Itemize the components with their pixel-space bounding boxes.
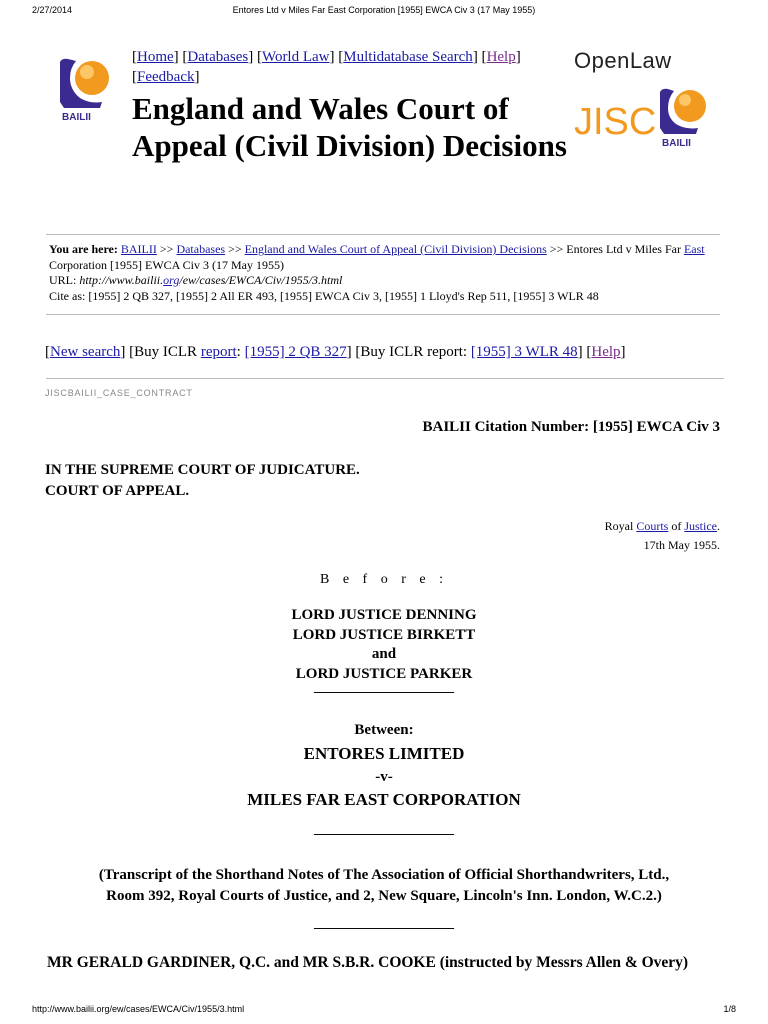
page-number: 1/8	[723, 1004, 736, 1014]
versus-label: -v-	[375, 769, 393, 785]
buy-iclr-label: Buy ICLR	[134, 344, 198, 360]
nav-help-link[interactable]: Help	[486, 49, 516, 65]
buy-iclr-report-label: Buy ICLR report:	[360, 344, 468, 360]
transcript-line: (Transcript of the Shorthand Notes of The Association of Official Shorthandwriters, Ltd.,	[98, 867, 670, 883]
breadcrumb-case-text-2: Corporation [1955] EWCA Civ 3 (17 May 1955)	[49, 257, 284, 272]
breadcrumb	[49, 242, 721, 304]
wlr-report-link[interactable]: [1955] 3 WLR 48	[470, 344, 578, 360]
before-heading: B e f o r e :	[320, 572, 448, 587]
nav-databases-link[interactable]: Databases	[187, 49, 249, 65]
you-are-here-label: You are here:	[49, 242, 118, 256]
print-date: 2/27/2014	[32, 5, 73, 15]
print-header	[0, 5, 768, 19]
print-title: Entores Ltd v Miles Far East Corporation [1955] EWCA Civ 3 (17 May 1955)	[232, 5, 536, 15]
judges-list	[0, 606, 768, 698]
url-value-2: /ew/cases/EWCA/Civ/1955/3.html	[179, 273, 343, 287]
nav-multidatabase-search-link[interactable]: Multidatabase Search	[343, 49, 473, 65]
divider	[46, 314, 720, 315]
judge-name: LORD JUSTICE BIRKETT	[292, 626, 476, 643]
between-label: Between:	[354, 722, 414, 738]
bailii-logo[interactable]	[56, 56, 120, 122]
place-text: Royal	[604, 519, 634, 533]
breadcrumb-sep: >>	[228, 242, 242, 256]
separator-line: ____________________	[314, 680, 454, 695]
court-place: Royal Courts of Justice. 17th May 1955.	[605, 517, 720, 555]
page-title: England and Wales Court of Appeal (Civil Division) Decisions	[132, 91, 567, 163]
url-label: URL:	[49, 273, 77, 287]
parties-block	[0, 720, 768, 838]
print-url: http://www.bailii.org/ew/cases/EWCA/Civ/1955/3.html	[32, 1004, 245, 1014]
jisc-logo-text: JISC	[574, 101, 657, 143]
transcript-note	[0, 865, 768, 934]
judge-name: LORD JUSTICE PARKER	[295, 665, 473, 682]
breadcrumb-east-link[interactable]: East	[683, 242, 705, 256]
divider	[46, 234, 720, 235]
breadcrumb-court-link[interactable]: England and Wales Court of Appeal (Civil Division) Decisions	[244, 242, 547, 256]
judgment-date: 17th May 1955.	[643, 538, 720, 552]
url-value-1: http://www.bailii.	[79, 273, 164, 287]
url-org-link[interactable]: org	[163, 273, 180, 287]
print-footer	[0, 1004, 768, 1018]
bailii-logo-right-text: BAILII	[662, 138, 691, 149]
defendant-name: MILES FAR EAST CORPORATION	[247, 790, 521, 809]
court-line: COURT OF APPEAL.	[45, 483, 190, 499]
plaintiff-name: ENTORES LIMITED	[303, 744, 465, 763]
new-search-link[interactable]: New search	[50, 344, 121, 360]
breadcrumb-bailii-link[interactable]: BAILII	[120, 242, 157, 256]
breadcrumb-case-text: Entores Ltd v Miles Far	[566, 242, 681, 256]
jisc-bailii-logo[interactable]	[574, 84, 714, 150]
case-actions-bar: [New search] [Buy ICLR report: [1955] 2 QB 327] [Buy ICLR report: [1955] 3 WLR 48] [Help]	[45, 344, 626, 360]
separator-line: ____________________	[314, 822, 454, 837]
counsel-line: MR GERALD GARDINER, Q.C. and MR S.B.R. COOKE (instructed by Messrs Allen & Overy)	[47, 954, 689, 971]
nav-feedback-link[interactable]: Feedback	[137, 69, 195, 85]
nav-world-law-link[interactable]: World Law	[261, 49, 330, 65]
judge-name: LORD JUSTICE DENNING	[291, 607, 477, 623]
court-heading	[45, 460, 360, 502]
category-tag: JISCBAILII_CASE_CONTRACT	[45, 388, 193, 398]
qb-report-link[interactable]: [1955] 2 QB 327	[244, 344, 347, 360]
citation-number: BAILII Citation Number: [1955] EWCA Civ 3	[422, 419, 720, 435]
judge-conjunction: and	[371, 646, 397, 662]
report-link[interactable]: report	[200, 344, 237, 360]
breadcrumb-databases-link[interactable]: Databases	[176, 242, 226, 256]
divider	[46, 378, 724, 379]
cite-as: Cite as: [1955] 2 QB 327, [1955] 2 All ER 493, [1955] EWCA Civ 3, [1955] 1 Lloyd's Rep 511, [1955] 3 WLR 48	[49, 288, 599, 303]
courts-link[interactable]: Courts	[636, 519, 669, 533]
justice-link[interactable]: Justice	[684, 519, 717, 533]
openlaw-logo[interactable]: OpenLaw	[574, 48, 672, 73]
separator-line: ____________________	[314, 916, 454, 931]
transcript-line: Room 392, Royal Courts of Justice, and 2, New Square, Lincoln's Inn. London, W.C.2.)	[106, 888, 662, 904]
bailii-logo-text: BAILII	[62, 112, 91, 122]
breadcrumb-sep: >>	[549, 242, 564, 256]
breadcrumb-sep: >>	[159, 242, 174, 256]
top-nav: [Home] [Databases] [World Law] [Multidatabase Search] [Help] [Feedback]	[132, 49, 521, 85]
court-line: IN THE SUPREME COURT OF JUDICATURE.	[45, 462, 360, 478]
help-link[interactable]: Help	[591, 344, 621, 360]
place-text: of	[671, 519, 682, 533]
nav-home-link[interactable]: Home	[137, 49, 174, 65]
